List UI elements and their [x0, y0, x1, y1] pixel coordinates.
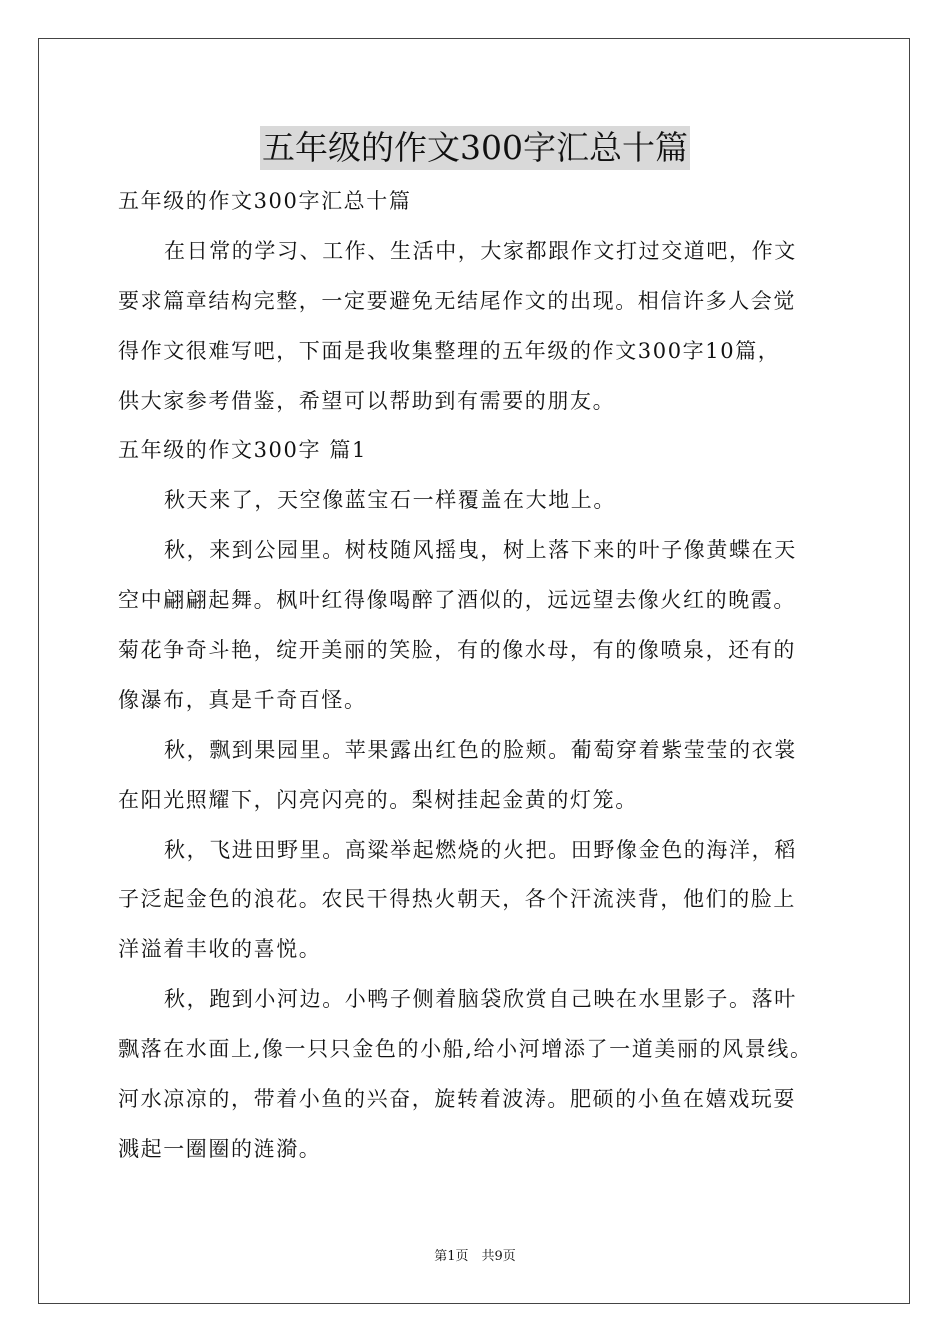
text-line: 得作文很难写吧，下面是我收集整理的五年级的作文300字10篇，: [118, 338, 781, 363]
text-line: 秋，来到公园里。树枝随风摇曳，树上落下来的叶子像黄蝶在天: [164, 538, 797, 563]
text-line: 在阳光照耀下，闪亮闪亮的。梨树挂起金黄的灯笼。: [118, 787, 638, 812]
document-body: [118, 177, 838, 1175]
title-container: [0, 126, 950, 170]
text-line: 秋，飘到果园里。苹果露出红色的脸颊。葡萄穿着紫莹莹的衣裳: [164, 737, 797, 762]
text-line: 菊花争奇斗艳，绽开美丽的笑脸，有的像水母，有的像喷泉，还有的: [118, 638, 796, 663]
text-line: 要求篇章结构完整，一定要避免无结尾作文的出现。相信许多人会觉: [118, 288, 796, 313]
text-line: 秋，跑到小河边。小鸭子侧着脑袋欣赏自己映在水里影子。落叶: [164, 987, 797, 1012]
text-line: 溅起一圈圈的涟漪。: [118, 1136, 322, 1161]
text-line: 飘落在水面上,像一只只金色的小船,给小河增添了一道美丽的风景线。: [118, 1037, 813, 1062]
text-line: 子泛起金色的浪花。农民干得热火朝天，各个汗流浃背，他们的脸上: [118, 887, 796, 912]
text-line: 供大家参考借鉴，希望可以帮助到有需要的朋友。: [118, 388, 616, 413]
text-line: 像瀑布，真是千奇百怪。: [118, 687, 367, 712]
text-line: 五年级的作文300字 篇1: [118, 438, 367, 463]
text-line: 在日常的学习、工作、生活中，大家都跟作文打过交道吧，作文: [164, 238, 797, 263]
text-line: 河水凉凉的，带着小鱼的兴奋，旋转着波涛。肥硕的小鱼在嬉戏玩耍: [118, 1087, 796, 1112]
document-title: 五年级的作文300字汇总十篇: [260, 126, 690, 170]
text-line: 洋溢着丰收的喜悦。: [118, 937, 322, 962]
text-line: 空中翩翩起舞。枫叶红得像喝醉了酒似的，远远望去像火红的晚霞。: [118, 588, 796, 613]
text-line: 秋，飞进田野里。高粱举起燃烧的火把。田野像金色的海洋，稻: [164, 837, 797, 862]
text-line: 秋天来了，天空像蓝宝石一样覆盖在大地上。: [164, 488, 616, 513]
text-line: 五年级的作文300字汇总十篇: [118, 189, 412, 213]
page-footer: 第1页 共9页: [434, 1249, 516, 1264]
